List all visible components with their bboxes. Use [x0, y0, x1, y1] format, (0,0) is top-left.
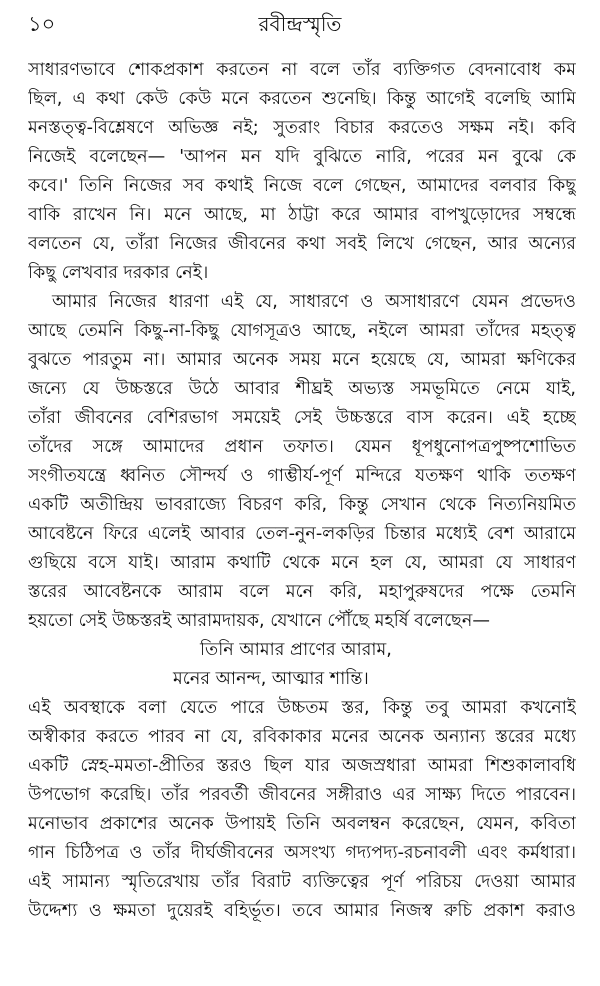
text-line: মনস্তত্ত্ব-বিশ্লেষণে অভিজ্ঞ নই; সুতরাং বিচার করতেও সক্ষম নই। কবি: [28, 118, 576, 138]
page-number: ১০: [28, 12, 56, 36]
text-line: এই সামান্য স্মৃতিরেখায় তাঁর বিরাট ব্যক্তিত্বের পূর্ণ পরিচয় দেওয়া আমার: [28, 872, 576, 892]
text-line: আবেষ্টনে ফিরে এলেই আবার তেল-নুন-লকড়ির চিন্তার মধ্যেই বেশ আরামে: [28, 524, 576, 544]
text-line: গান চিঠিপত্র ও তাঁর দীর্ঘজীবনের অসংখ্য গদ্যপদ্য-রচনাবলী এবং কর্মধারা।: [28, 843, 576, 863]
text-line: বুঝতে পারতুম না। আমার অনেক সময় মনে হয়েছে যে, আমরা ক্ষণিকের: [28, 350, 576, 370]
text-line: এই অবস্থাকে বলা যেতে পারে উচ্চতম স্তর, কিন্তু তবু আমরা কখনোই: [28, 698, 576, 718]
text-line: একটি অতীন্দ্রিয় ভাবরাজ্যে বিচরণ করি, কিন্তু সেখান থেকে নিত্যনিয়মিত: [28, 495, 576, 515]
text-line: কিছু লেখবার দরকার নেই।: [28, 263, 209, 283]
running-title: রবীন্দ্রস্মৃতি: [258, 12, 342, 36]
text-line: নিজেই বলেছেন— 'আপন মন যদি বুঝিতে নারি, পরের মন বুঝে কে: [28, 147, 576, 167]
text-line: বলতেন যে, তাঁরা নিজের জীবনের কথা সবই লিখে গেছেন, আর অন্যের: [28, 234, 576, 254]
body-text: [28, 56, 576, 926]
text-line: অস্বীকার করতে পারব না যে, রবিকাকার মনের অনেক অন্যান্য স্তরের মধ্যে: [28, 727, 576, 747]
text-line: উদ্দেশ্য ও ক্ষমতা দুয়েরই বহির্ভূত। তবে আমার নিজস্ব রুচি প্রকাশ করাও: [28, 901, 576, 921]
text-line: আমার নিজের ধারণা এই যে, সাধারণে ও অসাধারণে যেমন প্রভেদও: [52, 292, 576, 312]
text-line: মনোভাব প্রকাশের অনেক উপায়ই তিনি অবলম্বন করেছেন, যেমন, কবিতা: [28, 814, 576, 834]
verse-line: মনের আনন্দ, আত্মার শান্তি।: [173, 669, 369, 689]
verse-line: তিনি আমার প্রাণের আরাম,: [200, 640, 392, 660]
text-line: হয়তো সেই উচ্চস্তরই আরামদায়ক, যেখানে পৌঁছে মহর্ষি বলেছেন—: [28, 611, 490, 631]
text-line: জন্যে যে উচ্চস্তরে উঠে আবার শীঘ্রই অভ্যস্ত সমভূমিতে নেমে যাই,: [28, 379, 576, 399]
text-line: বাকি রাখেন নি। মনে আছে, মা ঠাট্টা করে আমার বাপখুড়োদের সম্বন্ধে: [28, 205, 576, 225]
text-line: তাঁরা জীবনের বেশিরভাগ সময়েই সেই উচ্চস্তরে বাস করেন। এই হচ্ছে: [28, 408, 576, 428]
text-line: ছিল, এ কথা কেউ কেউ মনে করতেন শুনেছি। কিন্তু আগেই বলেছি আমি: [28, 89, 576, 109]
page-header: [0, 6, 600, 46]
text-line: সাধারণভাবে শোকপ্রকাশ করতেন না বলে তাঁর ব্যক্তিগত বেদনাবোধ কম: [28, 60, 576, 80]
text-line: আছে তেমনি কিছু-না-কিছু যোগসূত্রও আছে, নইলে আমরা তাঁদের মহত্ত্ব: [28, 321, 576, 341]
text-line: একটি স্নেহ-মমতা-প্রীতির স্তরও ছিল যার অজস্রধারা আমরা শিশুকালাবধি: [28, 756, 576, 776]
text-line: কবে।' তিনি নিজের সব কথাই নিজে বলে গেছেন, আমাদের বলবার কিছু: [28, 176, 576, 196]
text-line: তাঁদের সঙ্গে আমাদের প্রধান তফাত। যেমন ধূপধুনোপত্রপুষ্পশোভিত: [28, 437, 576, 457]
text-line: গুছিয়ে বসে যাই। আরাম কথাটি থেকে মনে হল যে, আমরা যে সাধারণ: [28, 553, 576, 573]
text-line: স্তরের আবেষ্টনকে আরাম বলে মনে করি, মহাপুরুষদের পক্ষে তেমনি: [28, 582, 576, 602]
text-line: উপভোগ করেছি। তাঁর পরবর্তী জীবনের সঙ্গীরাও এর সাক্ষ্য দিতে পারবেন।: [28, 785, 576, 805]
text-line: সংগীতযন্ত্রে ধ্বনিত সৌন্দর্য ও গাম্ভীর্য-পূর্ণ মন্দিরে যতক্ষণ থাকি ততক্ষণ: [28, 466, 576, 486]
